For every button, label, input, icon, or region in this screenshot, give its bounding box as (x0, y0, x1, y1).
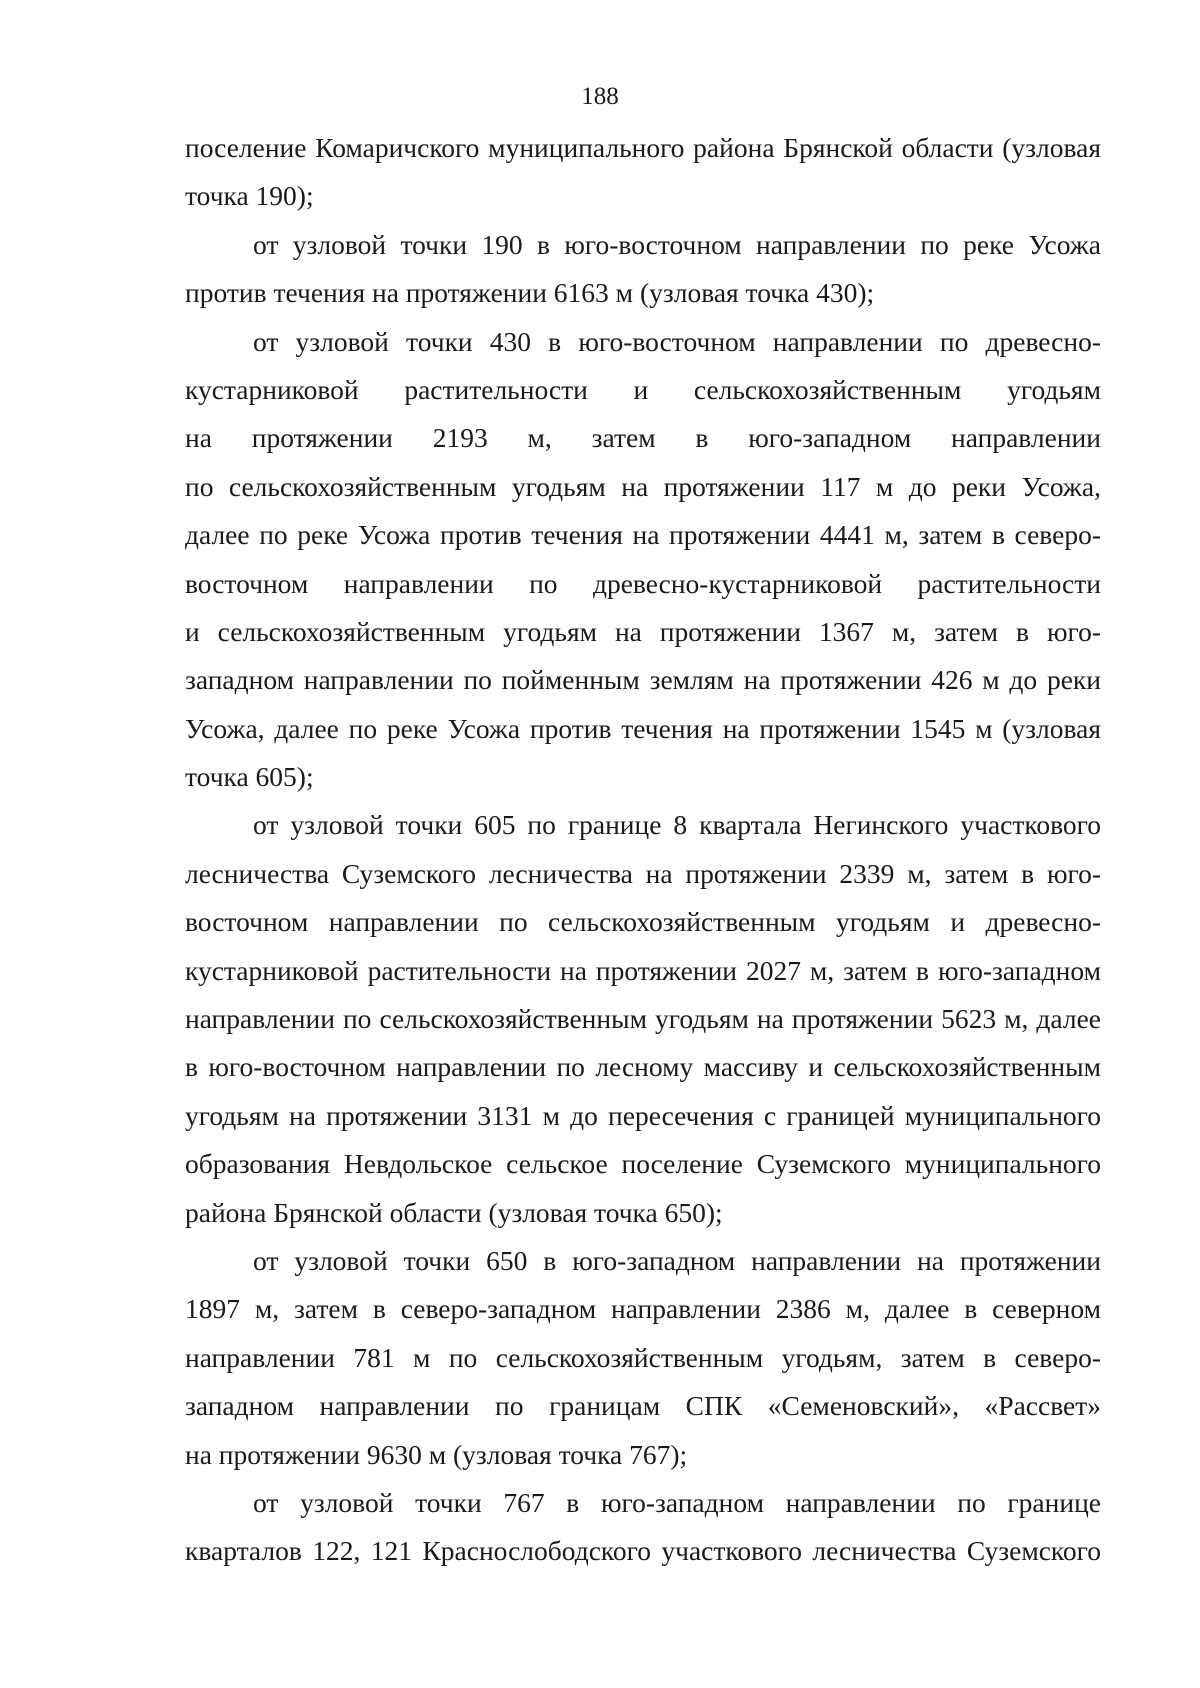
text-line: и сельскохозяйственным угодьям на протяжении 1367 м, затем в юго- (185, 615, 1101, 647)
text-line: западном направлении по границам СПК «Семеновский», «Рассвет» (185, 1390, 1101, 1422)
text-line: от узловой точки 767 в юго-западном направлении по границе (253, 1486, 1101, 1518)
text-line: от узловой точки 650 в юго-западном направлении на протяжении (253, 1244, 1101, 1276)
text-line: от узловой точки 605 по границе 8 квартала Негинского участкового (253, 809, 1101, 841)
text-line: направлении по сельскохозяйственным угодьям на протяжении 5623 м, далее (185, 1003, 1101, 1035)
text-line: от узловой точки 190 в юго-восточном направлении по реке Усожа (253, 228, 1101, 260)
text-line: поселение Комаричского муниципального района Брянской области (узловая (185, 132, 1101, 163)
text-line: точка 190); (185, 180, 314, 212)
text-line: кустарниковой растительности и сельскохозяйственным угодьям (185, 373, 1101, 405)
text-line: западном направлении по пойменным землям на протяжении 426 м до реки (185, 664, 1101, 696)
body-text (185, 124, 1101, 1576)
text-line: по сельскохозяйственным угодьям на протяжении 117 м до реки Усожа, (185, 470, 1101, 502)
text-line: Усожа, далее по реке Усожа против течения на протяжении 1545 м (узловая (185, 712, 1101, 744)
text-line: от узловой точки 430 в юго-восточном направлении по древесно- (253, 325, 1101, 357)
text-line: кварталов 122, 121 Краснослободского участкового лесничества Суземского (185, 1535, 1101, 1567)
text-line: образования Невдольское сельское поселение Суземского муниципального (185, 1148, 1101, 1180)
page-number: 188 (581, 83, 619, 110)
text-line: восточном направлении по древесно-кустарниковой растительности (185, 567, 1101, 599)
text-line: в юго-восточном направлении по лесному массиву и сельскохозяйственным (185, 1051, 1101, 1083)
text-line: далее по реке Усожа против течения на протяжении 4441 м, затем в северо- (185, 519, 1101, 551)
text-line: направлении 781 м по сельскохозяйственным угодьям, затем в северо- (185, 1341, 1101, 1373)
text-line: 1897 м, затем в северо-западном направлении 2386 м, далее в северном (185, 1293, 1101, 1325)
text-line: лесничества Суземского лесничества на протяжении 2339 м, затем в юго- (185, 857, 1101, 889)
text-line: точка 605); (185, 761, 314, 793)
text-line: угодьям на протяжении 3131 м до пересечения с границей муниципального (185, 1099, 1101, 1131)
text-line: на протяжении 2193 м, затем в юго-западном направлении (185, 422, 1101, 454)
text-line: на протяжении 9630 м (узловая точка 767); (185, 1438, 688, 1470)
text-line: восточном направлении по сельскохозяйственным угодьям и древесно- (185, 906, 1101, 938)
text-line: района Брянской области (узловая точка 650); (185, 1196, 723, 1228)
text-line: против течения на протяжении 6163 м (узловая точка 430); (185, 277, 875, 309)
text-line: кустарниковой растительности на протяжении 2027 м, затем в юго-западном (185, 954, 1101, 986)
